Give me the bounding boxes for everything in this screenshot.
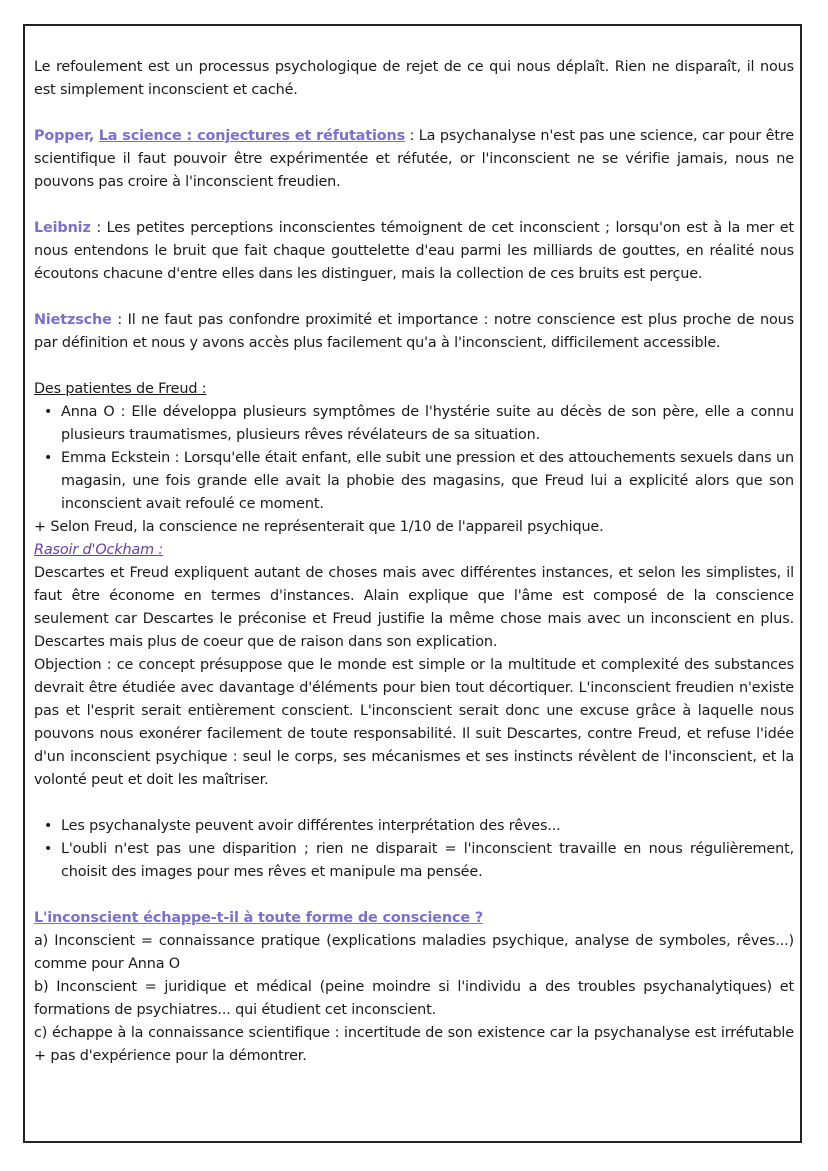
freud-note: + Selon Freud, la conscience ne représenterait que 1/10 de l'appareil psychique. <box>34 519 604 535</box>
paragraph-leibniz <box>34 217 794 286</box>
document-body <box>34 56 794 1068</box>
point-c: c) échappe à la connaissance scientifique : incertitude de son existence car la psychanalyse est irréfutable + pas d'expérience pour la démontrer. <box>34 1025 794 1064</box>
work-title-link[interactable]: La science : conjectures et réfutations <box>98 128 405 144</box>
popper-text: : La psychanalyse n'est pas une science, car pour être scientifique il faut pouvoir être expérimentée et réfutée, or l'inconscient ne se vérifie jamais, nous ne pouvons pas croire à l'inconscient freudien. <box>34 128 794 190</box>
list-item: • L'oubli n'est pas une disparition ; rien ne disparait = l'inconscient travaille en nous régulièrement, choisit des images pour mes rêves et manipule ma pensée. <box>61 838 794 884</box>
list-item: • Les psychanalyste peuvent avoir différentes interprétation des rêves... <box>61 815 794 838</box>
section-heading-link[interactable]: L'inconscient échappe-t-il à toute forme de conscience ? <box>34 910 484 926</box>
author-leibniz: Leibniz <box>34 220 91 236</box>
ockham-heading[interactable]: Rasoir d'Ockham : <box>34 542 164 558</box>
paragraph-ockham: Descartes et Freud expliquent autant de choses mais avec différentes instances, et selon les simplistes, il faut être économe en termes d'instances. Alain explique que l'âme est composé de la conscience seulement car Descartes le préconise et Freud justifie la même chose mais avec un inconscient en plus. Descartes mais plus de coeur que de raison dans son explication. <box>34 565 794 650</box>
author-nietzsche: Nietzsche <box>34 312 112 328</box>
paragraph-popper <box>34 125 794 194</box>
nietzsche-text: : Il ne faut pas confondre proximité et importance : notre conscience est plus proche de nous par définition et nous y avons accès plus facilement qu'a à l'inconscient, difficilement accessible. <box>34 312 794 351</box>
list-item: • Emma Eckstein : Lorsqu'elle était enfant, elle subit une pression et des attouchements sexuels dans un magasin, une fois grande elle avait la phobie des magasins, que Freud lui a explicité alors que son inconscient avait refoulé ce moment. <box>61 447 794 516</box>
leibniz-text: : Les petites perceptions inconscientes témoignent de cet inconscient ; lorsqu'on est à la mer et nous entendons le bruit que fait chaque gouttelette d'eau parmi les milliards de gouttes, en réalité nous écoutons chacune d'entre elles dans les distinguer, mais la collection de ces bruits est perçue. <box>34 220 794 282</box>
patients-heading: Des patientes de Freud : <box>34 381 207 397</box>
dreams-list <box>34 815 794 884</box>
point-b: b) Inconscient = juridique et médical (peine moindre si l'individu a des troubles psychanalytiques) et formations de psychiatres... qui étudient cet inconscient. <box>34 979 794 1018</box>
paragraph-objection: Objection : ce concept présuppose que le monde est simple or la multitude et complexité des substances devrait être étudiée avec davantage d'éléments pour bien tout décortiquer. L'inconscient freudien n'existe pas et l'esprit serait entièrement conscient. L'inconscient serait donc une excuse grâce à laquelle nous pouvons nous exonérer facilement de toute responsabilité. Il suit Descartes, contre Freud, et refuse l'idée d'un inconscient psychique : seul le corps, ses mécanismes et ses instincts révèlent de l'inconscient, et la volonté peut et doit les maîtriser. <box>34 657 794 788</box>
paragraph-nietzsche <box>34 309 794 355</box>
patients-list <box>34 401 794 516</box>
paragraph-refoulement: Le refoulement est un processus psychologique de rejet de ce qui nous déplaît. Rien ne disparaît, il nous est simplement inconscient et caché. <box>34 59 794 98</box>
point-a: a) Inconscient = connaissance pratique (explications maladies psychique, analyse de symboles, rêves...) comme pour Anna O <box>34 933 794 972</box>
list-item: • Anna O : Elle développa plusieurs symptômes de l'hystérie suite au décès de son père, elle a connu plusieurs traumatismes, plusieurs rêves révélateurs de sa situation. <box>61 401 794 447</box>
author-popper: Popper, <box>34 128 95 144</box>
